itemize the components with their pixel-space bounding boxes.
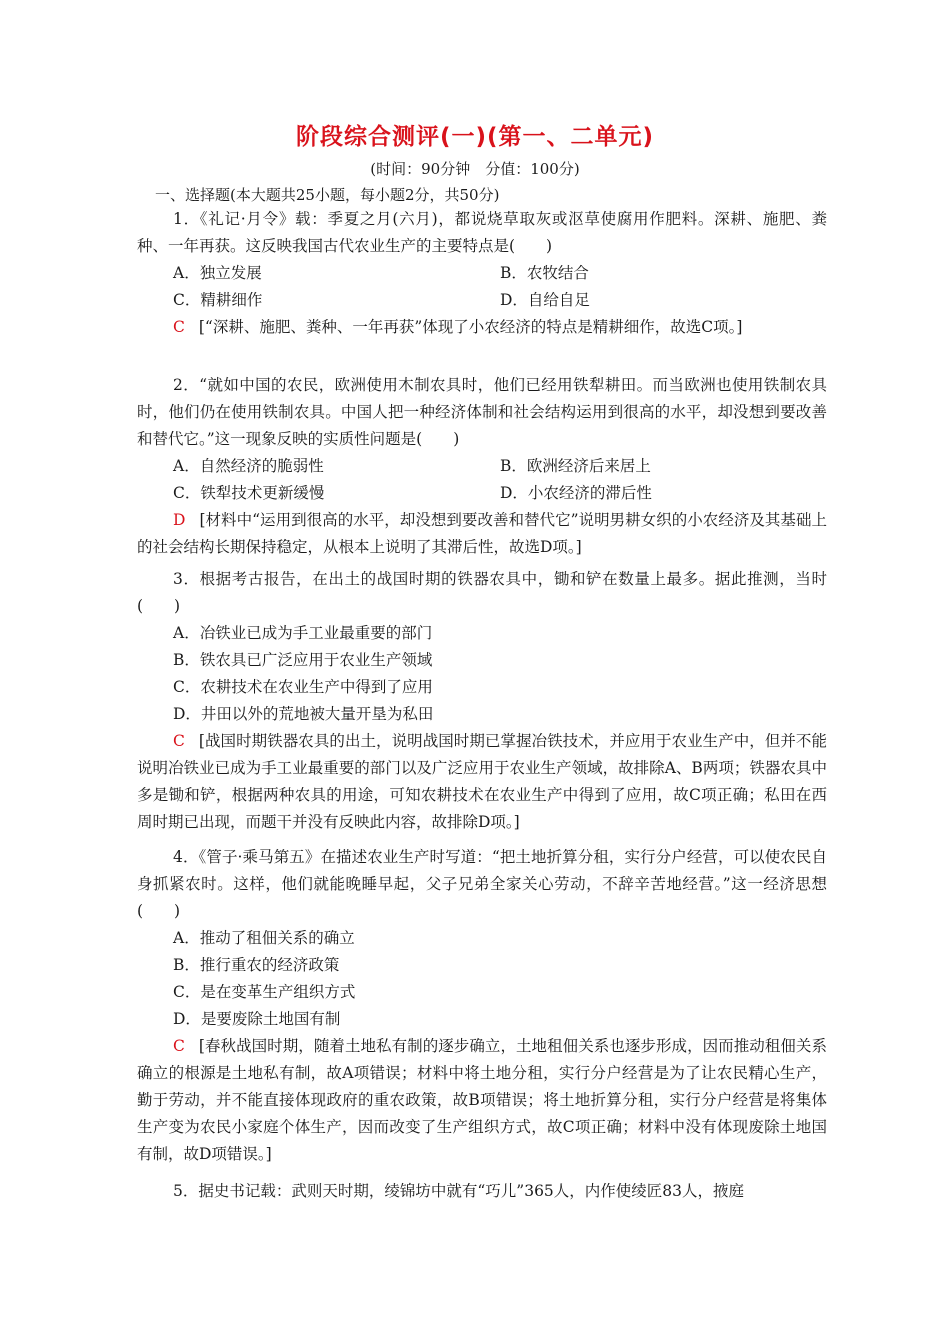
answer-explanation: [137, 314, 827, 341]
option-c: C．是在变革生产组织方式: [173, 983, 356, 1001]
answer-letter: C: [173, 318, 185, 336]
option-d: D．自给自足: [500, 291, 590, 309]
answer-explanation: [137, 507, 827, 561]
answer-letter: C: [173, 732, 185, 750]
answer-text: [春秋战国时期，随着土地私有制的逐步确立，土地租佃关系也逐步形成，因而推动租佃关系确立的根源是土地私有制，故A项错误；材料中将土地分租，实行分户经营是为了让农民精心生产，勤于劳动，并不能直接体现政府的重农政策，故B项错误；将土地折算分租，实行分户经营是将集体生产变为农民小家庭个体生产，因而改变了生产组织方式，故C项正确；材料中没有体现废除土地国有制，故D项错误。]: [137, 1037, 827, 1163]
option-d: D．井田以外的荒地被大量开垦为私田: [173, 705, 434, 723]
question-1: [137, 206, 827, 341]
question-stem: 2．“就如中国的农民，欧洲使用木制农具时，他们已经用铁犁耕田。而当欧洲也使用铁制农具时，他们仍在使用铁制农具。中国人把一种经济体制和社会结构运用到很高的水平，却没想到要改善和替代它。”这一现象反映的实质性问题是( ): [137, 376, 827, 448]
question-stem: 4．《管子·乘马第五》在描述农业生产时写道：“把土地折算分租，实行分户经营，可以使农民自身抓紧农时。这样，他们就能晚睡早起，父子兄弟全家关心劳动，不辞辛苦地经营。”这一经济思想( ): [137, 848, 827, 920]
options-row: [137, 260, 827, 287]
question-stem: 3．根据考古报告，在出土的战国时期的铁器农具中，锄和铲在数量上最多。据此推测，当时( ): [137, 570, 827, 615]
question-stem: 1．《礼记·月令》载：季夏之月(六月)，都说烧草取灰或沤草使腐用作肥料。深耕、施肥、粪种、一年再获。这反映我国古代农业生产的主要特点是( ): [137, 210, 827, 255]
exam-meta: (时间：90分钟 分值：100分): [370, 160, 580, 178]
option-d: D．是要废除土地国有制: [173, 1010, 341, 1028]
answer-explanation: [137, 1033, 827, 1168]
question-4: [137, 844, 827, 1168]
options-row: [137, 453, 827, 480]
option-a: A．推动了租佃关系的确立: [173, 929, 355, 947]
option-b: B．铁农具已广泛应用于农业生产领域: [173, 651, 433, 669]
option-b: B．欧洲经济后来居上: [500, 457, 651, 475]
section-heading: 一、选择题(本大题共25小题，每小题2分，共50分): [155, 186, 500, 204]
options-row: [137, 287, 827, 314]
answer-text: [“深耕、施肥、粪种、一年再获”体现了小农经济的特点是精耕细作，故选C项。]: [198, 318, 743, 336]
question-2: [137, 372, 827, 561]
answer-letter: D: [173, 511, 186, 529]
option-c: C．农耕技术在农业生产中得到了应用: [173, 678, 433, 696]
option-a: A．独立发展: [173, 264, 262, 282]
options-row: [137, 480, 827, 507]
option-b: B．农牧结合: [500, 264, 589, 282]
page-title: 阶段综合测评(一)(第一、二单元): [295, 124, 655, 150]
option-c: C．铁犁技术更新缓慢: [173, 484, 325, 502]
option-c: C．精耕细作: [173, 291, 263, 309]
option-a: A．自然经济的脆弱性: [173, 457, 324, 475]
question-3: [137, 566, 827, 836]
option-a: A．冶铁业已成为手工业最重要的部门: [173, 624, 433, 642]
answer-explanation: [137, 728, 827, 836]
question-stem: 5．据史书记载：武则天时期，绫锦坊中就有“巧儿”365人，内作使绫匠83人，掖庭: [173, 1182, 745, 1200]
question-5: [137, 1178, 827, 1205]
answer-text: [战国时期铁器农具的出土，说明战国时期已掌握冶铁技术，并应用于农业生产中，但并不能说明冶铁业已成为手工业最重要的部门以及广泛应用于农业生产领域，故排除A、B两项；铁器农具中多是锄和铲，根据两种农具的用途，可知农耕技术在农业生产中得到了应用，故C项正确；私田在西周时期已出现，而题干并没有反映此内容，故排除D项。]: [137, 732, 827, 831]
option-b: B．推行重农的经济政策: [173, 956, 340, 974]
answer-text: [材料中“运用到很高的水平，却没想到要改善和替代它”说明男耕女织的小农经济及其基础上的社会结构长期保持稳定，从根本上说明了其滞后性，故选D项。]: [137, 511, 827, 556]
option-d: D．小农经济的滞后性: [500, 484, 652, 502]
answer-letter: C: [173, 1037, 185, 1055]
